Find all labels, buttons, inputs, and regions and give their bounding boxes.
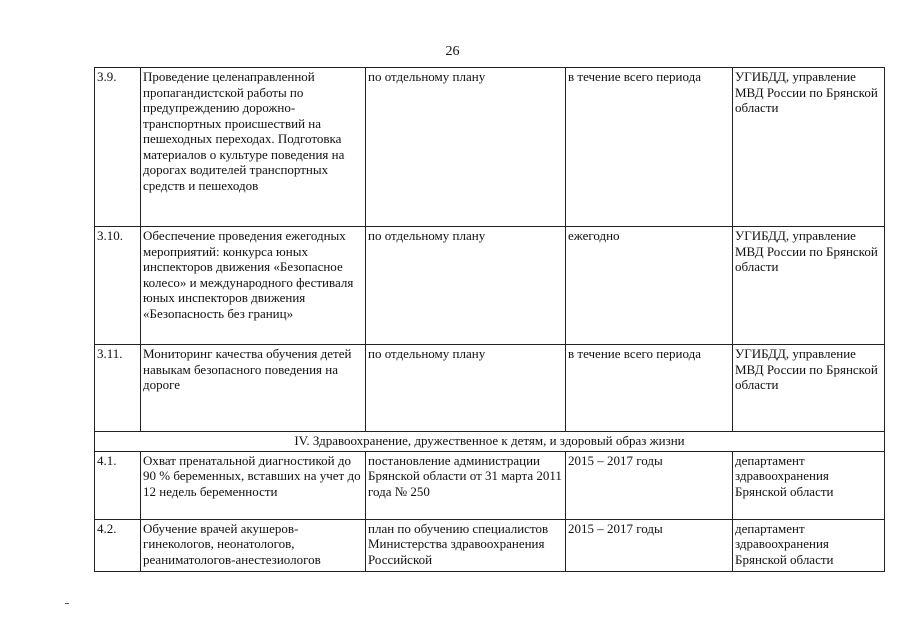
scan-mark: [65, 603, 69, 604]
activity-cell: Обучение врачей акушеров-гинекологов, неонатологов, реаниматологов-анестезиологов: [141, 519, 366, 571]
action-plan-table: [94, 67, 885, 572]
item-number: 4.2.: [95, 519, 141, 571]
section-row: [95, 432, 885, 452]
responsible-cell: департамент здравоохранения Брянской области: [733, 451, 885, 519]
term-cell: в течение всего периода: [566, 68, 733, 227]
basis-cell: по отдельному плану: [366, 345, 566, 432]
activity-cell: Охват пренатальной диагностикой до 90 % беременных, вставших на учет до 12 недель беременности: [141, 451, 366, 519]
responsible-cell: УГИБДД, управление МВД России по Брянской области: [733, 227, 885, 345]
basis-cell: план по обучению специалистов Министерства здравоохранения Российской: [366, 519, 566, 571]
table-row: [95, 345, 885, 432]
page-number: 26: [445, 44, 460, 59]
activity-cell: Проведение целенаправленной пропагандистской работы по предупреждению дорожно-транспортных происшествий на пешеходных переходах. Подготовка материалов о культуре поведения на дорогах водителей транспортных средств и пешеходов: [141, 68, 366, 227]
term-cell: ежегодно: [566, 227, 733, 345]
basis-cell: по отдельному плану: [366, 227, 566, 345]
item-number: 4.1.: [95, 451, 141, 519]
item-number: 3.9.: [95, 68, 141, 227]
basis-cell: постановление администрации Брянской области от 31 марта 2011 года № 250: [366, 451, 566, 519]
term-cell: 2015 – 2017 годы: [566, 519, 733, 571]
basis-cell: по отдельному плану: [366, 68, 566, 227]
table-row: [95, 519, 885, 571]
responsible-cell: УГИБДД, управление МВД России по Брянской области: [733, 68, 885, 227]
term-cell: 2015 – 2017 годы: [566, 451, 733, 519]
table-row: [95, 227, 885, 345]
item-number: 3.11.: [95, 345, 141, 432]
activity-cell: Обеспечение проведения ежегодных мероприятий: конкурса юных инспекторов движения «Безопасное колесо» и международного фестиваля юных инспекторов движения «Безопасность без границ»: [141, 227, 366, 345]
term-cell: в течение всего периода: [566, 345, 733, 432]
responsible-cell: департамент здравоохранения Брянской области: [733, 519, 885, 571]
section-heading: IV. Здравоохранение, дружественное к детям, и здоровый образ жизни: [95, 432, 885, 452]
item-number: 3.10.: [95, 227, 141, 345]
table-row: [95, 68, 885, 227]
activity-cell: Мониторинг качества обучения детей навыкам безопасного поведения на дороге: [141, 345, 366, 432]
responsible-cell: УГИБДД, управление МВД России по Брянской области: [733, 345, 885, 432]
table-row: [95, 451, 885, 519]
